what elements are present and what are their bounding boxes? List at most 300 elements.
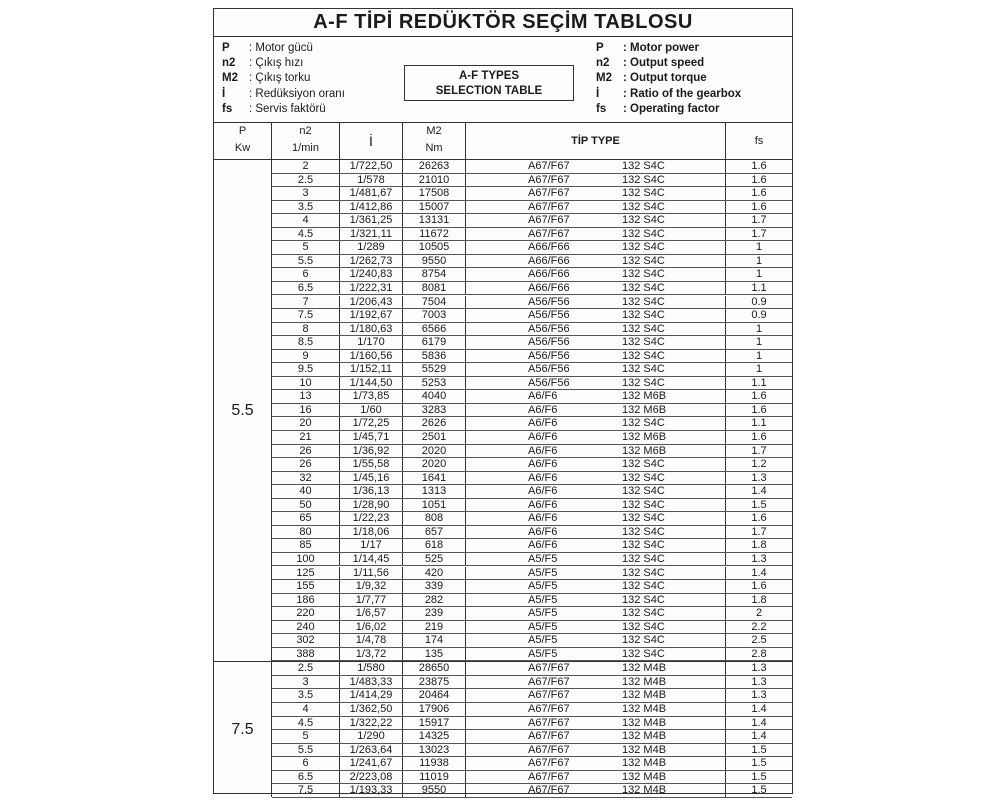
cell-m2: 20464 xyxy=(403,689,466,702)
cell-n2: 5.5 xyxy=(272,255,340,268)
cell-m2: 135 xyxy=(403,648,466,661)
table-row xyxy=(272,363,792,377)
cell-gearbox: A66/F66 xyxy=(528,268,570,281)
cell-gearbox: A67/F67 xyxy=(528,770,570,783)
cell-type xyxy=(466,174,726,187)
cell-motor: 132 S4C xyxy=(622,417,665,430)
cell-gearbox: A5/F5 xyxy=(528,634,558,647)
table-row xyxy=(272,458,792,472)
cell-n2: 100 xyxy=(272,553,340,566)
cell-fs: 1.6 xyxy=(751,512,767,525)
cell-motor: 132 S4C xyxy=(622,458,665,471)
cell-motor: 132 M4B xyxy=(622,757,667,770)
cell-m2: 657 xyxy=(403,526,466,539)
cell-n2: 50 xyxy=(272,499,340,512)
cell-ratio: 1/578 xyxy=(340,174,403,187)
cell-n2: 155 xyxy=(272,580,340,593)
power-cell: 5.5 xyxy=(214,160,272,661)
cell-motor: 132 S4C xyxy=(622,525,665,538)
cell-fs: 1.1 xyxy=(751,417,767,430)
cell-n2: 13 xyxy=(272,390,340,403)
cell-motor: 132 M4B xyxy=(622,743,667,756)
cell-ratio: 1/289 xyxy=(340,241,403,254)
cell-m2: 525 xyxy=(403,553,466,566)
table-body xyxy=(214,160,792,797)
cell-m2: 420 xyxy=(403,567,466,580)
cell-type xyxy=(466,512,726,525)
cell-motor: 132 S4C xyxy=(622,566,665,579)
cell-type xyxy=(466,567,726,580)
legend-symbol: İ xyxy=(596,87,600,100)
cell-motor: 132 S4C xyxy=(622,607,665,620)
cell-gearbox: A67/F67 xyxy=(528,675,570,688)
page-title: A-F TİPİ REDÜKTÖR SEÇİM TABLOSU xyxy=(214,9,792,37)
cell-n2: 85 xyxy=(272,539,340,552)
cell-n2: 4.5 xyxy=(272,717,340,730)
cell-m2: 8081 xyxy=(403,282,466,295)
cell-fs: 1.3 xyxy=(751,662,767,675)
cell-type xyxy=(466,350,726,363)
legend-symbol: P xyxy=(222,42,230,54)
cell-type xyxy=(466,187,726,200)
cell-motor: 132 S4C xyxy=(622,647,665,660)
cell-fs: 1.3 xyxy=(751,471,767,484)
header-p xyxy=(214,123,272,159)
legend-text: : Ratio of the gearbox xyxy=(623,87,742,100)
cell-n2: 388 xyxy=(272,648,340,661)
cell-m2: 15007 xyxy=(403,201,466,214)
cell-motor: 132 S4C xyxy=(622,214,665,227)
cell-m2: 2020 xyxy=(403,445,466,458)
types-box xyxy=(404,65,574,101)
cell-m2: 8754 xyxy=(403,268,466,281)
cell-m2: 5529 xyxy=(403,363,466,376)
table-row xyxy=(272,717,792,731)
cell-ratio: 1/72,25 xyxy=(340,417,403,430)
cell-fs: 2.5 xyxy=(751,634,767,647)
cell-gearbox: A5/F5 xyxy=(528,647,558,660)
cell-gearbox: A6/F6 xyxy=(528,431,558,443)
cell-m2: 9550 xyxy=(403,784,466,797)
table-row xyxy=(272,445,792,459)
table-row xyxy=(272,607,792,621)
legend-text: : Output speed xyxy=(623,57,705,70)
cell-motor: 132 S4C xyxy=(622,512,665,525)
cell-type xyxy=(466,268,726,281)
legend-symbol: M2 xyxy=(596,72,612,85)
legend-symbol: fs xyxy=(596,102,607,115)
table-row xyxy=(272,255,792,269)
legend-symbol: fs xyxy=(222,102,233,115)
cell-fs: 2.8 xyxy=(751,647,767,660)
table-row xyxy=(272,512,792,526)
table-row xyxy=(272,160,792,174)
table-row xyxy=(272,676,792,690)
table-row xyxy=(272,634,792,648)
cell-gearbox: A67/F67 xyxy=(528,173,570,186)
cell-fs: 1.4 xyxy=(751,485,767,498)
legend-row xyxy=(596,102,741,117)
cell-fs: 1.3 xyxy=(751,689,767,702)
types-box-line: A-F TYPES xyxy=(458,70,520,82)
cell-gearbox: A6/F6 xyxy=(528,403,558,416)
power-cell: 7.5 xyxy=(214,662,272,797)
cell-n2: 26 xyxy=(272,445,340,458)
cell-m2: 219 xyxy=(403,621,466,634)
legend-symbol: İ xyxy=(222,87,226,100)
cell-motor: 132 S4C xyxy=(622,485,665,498)
cell-gearbox: A67/F67 xyxy=(528,730,570,743)
cell-ratio: 1/222,31 xyxy=(340,282,403,295)
cell-gearbox: A67/F67 xyxy=(528,784,570,797)
cell-gearbox: A5/F5 xyxy=(528,593,558,606)
cell-ratio: 1/4,78 xyxy=(340,634,403,647)
legend-turkish xyxy=(222,41,345,117)
cell-gearbox: A67/F67 xyxy=(528,716,570,729)
table-row xyxy=(272,296,792,310)
cell-m2: 7504 xyxy=(403,296,466,309)
legend-symbol: M2 xyxy=(222,72,238,85)
cell-gearbox: A56/F56 xyxy=(528,363,570,376)
cell-fs: 1.4 xyxy=(751,566,767,579)
cell-ratio: 1/362,50 xyxy=(340,703,403,716)
cell-ratio: 1/192,67 xyxy=(340,309,403,322)
cell-type xyxy=(466,703,726,716)
table-row xyxy=(272,499,792,513)
cell-gearbox: A56/F56 xyxy=(528,309,570,322)
cell-type xyxy=(466,784,726,797)
table-row xyxy=(272,526,792,540)
cell-motor: 132 S4C xyxy=(622,200,665,213)
cell-fs: 1 xyxy=(755,336,763,349)
cell-ratio: 1/9,32 xyxy=(340,580,403,593)
cell-n2: 16 xyxy=(272,404,340,417)
cell-motor: 132 M6B xyxy=(622,390,667,403)
cell-m2: 808 xyxy=(403,512,466,525)
cell-type xyxy=(466,445,726,458)
header-n2 xyxy=(272,123,340,159)
cell-ratio: 1/36,92 xyxy=(340,445,403,458)
cell-motor: 132 S4C xyxy=(622,295,665,308)
cell-gearbox: A67/F67 xyxy=(528,187,570,200)
cell-gearbox: A6/F6 xyxy=(528,485,558,498)
cell-m2: 11672 xyxy=(403,228,466,241)
cell-ratio: 1/144,50 xyxy=(340,377,403,390)
cell-m2: 13131 xyxy=(403,214,466,227)
cell-m2: 21010 xyxy=(403,174,466,187)
cell-type xyxy=(466,689,726,702)
cell-type xyxy=(466,241,726,254)
table-row xyxy=(272,201,792,215)
cell-m2: 2020 xyxy=(403,458,466,471)
cell-n2: 3 xyxy=(272,676,340,689)
legend-text: : Motor gücü xyxy=(249,42,313,54)
cell-ratio: 1/722,50 xyxy=(340,160,403,173)
cell-m2: 6566 xyxy=(403,323,466,336)
table-row xyxy=(272,431,792,445)
cell-n2: 3.5 xyxy=(272,201,340,214)
cell-gearbox: A67/F67 xyxy=(528,743,570,756)
cell-n2: 32 xyxy=(272,472,340,485)
legend-english xyxy=(596,41,741,117)
cell-ratio: 1/241,67 xyxy=(340,757,403,770)
cell-m2: 4040 xyxy=(403,390,466,403)
cell-type xyxy=(466,336,726,349)
cell-fs: 1.5 xyxy=(751,757,767,770)
cell-type xyxy=(466,309,726,322)
legend-row xyxy=(222,56,345,71)
cell-motor: 132 S4C xyxy=(622,363,665,376)
table-row xyxy=(272,594,792,608)
cell-motor: 132 S4C xyxy=(622,281,665,294)
legend-symbol: n2 xyxy=(222,57,236,70)
cell-n2: 6.5 xyxy=(272,771,340,784)
legend-text: : Operating factor xyxy=(623,102,720,115)
cell-type xyxy=(466,621,726,634)
cell-fs: 1 xyxy=(755,268,763,281)
cell-type xyxy=(466,228,726,241)
table-row xyxy=(272,228,792,242)
legend-row xyxy=(222,71,345,86)
legend-row xyxy=(222,87,345,102)
cell-n2: 3.5 xyxy=(272,689,340,702)
header-type: TİP TYPE xyxy=(466,123,726,159)
legend-row xyxy=(222,41,345,56)
cell-type xyxy=(466,648,726,661)
cell-n2: 186 xyxy=(272,594,340,607)
cell-gearbox: A6/F6 xyxy=(528,498,558,511)
cell-type xyxy=(466,634,726,647)
cell-motor: 132 S4C xyxy=(622,620,665,633)
cell-motor: 132 S4C xyxy=(622,471,665,484)
table-row xyxy=(272,282,792,296)
cell-motor: 132 M4B xyxy=(622,716,667,729)
cell-type xyxy=(466,214,726,227)
cell-type xyxy=(466,323,726,336)
power-group xyxy=(214,160,792,661)
header-m2 xyxy=(403,123,466,159)
cell-motor: 132 M6B xyxy=(622,403,667,416)
cell-n2: 302 xyxy=(272,634,340,647)
cell-fs: 1 xyxy=(755,349,763,362)
cell-ratio: 1/3,72 xyxy=(340,648,403,661)
cell-ratio: 1/6,02 xyxy=(340,621,403,634)
cell-motor: 132 S4C xyxy=(622,309,665,322)
cell-n2: 7.5 xyxy=(272,784,340,797)
cell-ratio: 1/206,43 xyxy=(340,296,403,309)
table-row xyxy=(272,662,792,676)
cell-motor: 132 S4C xyxy=(622,322,665,335)
cell-fs: 1.2 xyxy=(751,458,767,471)
cell-type xyxy=(466,594,726,607)
cell-m2: 3283 xyxy=(403,404,466,417)
cell-fs: 1 xyxy=(755,363,763,376)
cell-fs: 1.3 xyxy=(751,552,767,565)
table-row xyxy=(272,485,792,499)
cell-type xyxy=(466,431,726,444)
cell-fs: 1.1 xyxy=(751,376,767,389)
cell-motor: 132 M4B xyxy=(622,702,667,715)
cell-gearbox: A5/F5 xyxy=(528,552,558,565)
cell-m2: 23875 xyxy=(403,676,466,689)
cell-ratio: 1/14,45 xyxy=(340,553,403,566)
cell-gearbox: A67/F67 xyxy=(528,200,570,213)
table-row xyxy=(272,268,792,282)
power-group xyxy=(214,661,792,797)
cell-gearbox: A6/F6 xyxy=(528,444,558,457)
cell-n2: 2 xyxy=(272,160,340,173)
legend-row xyxy=(596,87,741,102)
cell-type xyxy=(466,296,726,309)
cell-n2: 5.5 xyxy=(272,744,340,757)
cell-ratio: 1/262,73 xyxy=(340,255,403,268)
cell-ratio: 1/412,86 xyxy=(340,201,403,214)
cell-n2: 5 xyxy=(272,730,340,743)
cell-n2: 5 xyxy=(272,241,340,254)
cell-gearbox: A67/F67 xyxy=(528,160,570,172)
cell-ratio: 1/580 xyxy=(340,662,403,675)
cell-n2: 8.5 xyxy=(272,336,340,349)
cell-motor: 132 M4B xyxy=(622,784,667,797)
header-p-unit: Kw xyxy=(234,142,251,154)
cell-gearbox: A56/F56 xyxy=(528,322,570,335)
cell-gearbox: A66/F66 xyxy=(528,241,570,254)
table-row xyxy=(272,323,792,337)
table-row xyxy=(272,744,792,758)
cell-type xyxy=(466,744,726,757)
table-row xyxy=(272,241,792,255)
cell-gearbox: A56/F56 xyxy=(528,349,570,362)
cell-gearbox: A67/F67 xyxy=(528,227,570,240)
cell-gearbox: A67/F67 xyxy=(528,689,570,702)
cell-motor: 132 S4C xyxy=(622,580,665,593)
table-row xyxy=(272,472,792,486)
legend-row xyxy=(596,71,741,86)
cell-n2: 2.5 xyxy=(272,174,340,187)
legend xyxy=(214,37,792,121)
legend-row xyxy=(596,56,741,71)
cell-n2: 6 xyxy=(272,757,340,770)
cell-n2: 9 xyxy=(272,350,340,363)
cell-type xyxy=(466,771,726,784)
table-row xyxy=(272,757,792,771)
header-fs: fs xyxy=(754,135,764,147)
header-i: İ xyxy=(340,123,403,159)
cell-type xyxy=(466,160,726,173)
cell-ratio: 1/321,11 xyxy=(340,228,403,241)
cell-type xyxy=(466,472,726,485)
cell-m2: 11938 xyxy=(403,757,466,770)
cell-motor: 132 S4C xyxy=(622,187,665,200)
cell-motor: 132 S4C xyxy=(622,634,665,647)
table-row xyxy=(272,174,792,188)
cell-gearbox: A66/F66 xyxy=(528,254,570,267)
cell-n2: 10 xyxy=(272,377,340,390)
cell-gearbox: A67/F67 xyxy=(528,662,570,675)
cell-gearbox: A6/F6 xyxy=(528,525,558,538)
cell-m2: 174 xyxy=(403,634,466,647)
cell-m2: 1051 xyxy=(403,499,466,512)
cell-fs: 1.6 xyxy=(751,580,767,593)
cell-fs: 1.5 xyxy=(751,770,767,783)
legend-row xyxy=(222,102,345,117)
cell-motor: 132 S4C xyxy=(622,498,665,511)
cell-m2: 17906 xyxy=(403,703,466,716)
cell-ratio: 1/414,29 xyxy=(340,689,403,702)
table-row xyxy=(272,377,792,391)
cell-fs: 1.6 xyxy=(751,200,767,213)
cell-ratio: 1/193,33 xyxy=(340,784,403,797)
cell-m2: 2501 xyxy=(403,431,466,444)
cell-ratio: 1/483,33 xyxy=(340,676,403,689)
cell-fs: 2.2 xyxy=(751,620,767,633)
cell-fs: 1.4 xyxy=(751,716,767,729)
cell-gearbox: A56/F56 xyxy=(528,376,570,389)
header-p-symbol: P xyxy=(238,125,247,137)
table-row xyxy=(272,580,792,594)
cell-motor: 132 S4C xyxy=(622,593,665,606)
cell-fs: 1 xyxy=(755,241,763,254)
cell-motor: 132 S4C xyxy=(622,227,665,240)
cell-ratio: 1/11,56 xyxy=(340,567,403,580)
table-row xyxy=(272,553,792,567)
cell-motor: 132 M4B xyxy=(622,675,667,688)
cell-type xyxy=(466,662,726,675)
cell-gearbox: A67/F67 xyxy=(528,757,570,770)
cell-gearbox: A56/F56 xyxy=(528,295,570,308)
cell-type xyxy=(466,201,726,214)
cell-m2: 1313 xyxy=(403,485,466,498)
cell-ratio: 1/45,16 xyxy=(340,472,403,485)
cell-m2: 339 xyxy=(403,580,466,593)
cell-gearbox: A67/F67 xyxy=(528,214,570,227)
cell-ratio: 1/28,90 xyxy=(340,499,403,512)
cell-type xyxy=(466,676,726,689)
table-row xyxy=(272,689,792,703)
cell-ratio: 1/361,25 xyxy=(340,214,403,227)
cell-motor: 132 M4B xyxy=(622,662,667,675)
legend-text: : Output torque xyxy=(623,72,707,85)
cell-ratio: 1/36,13 xyxy=(340,485,403,498)
cell-type xyxy=(466,539,726,552)
types-box-line: SELECTION TABLE xyxy=(435,85,543,97)
cell-type xyxy=(466,458,726,471)
cell-gearbox: A6/F6 xyxy=(528,417,558,430)
cell-ratio: 1/290 xyxy=(340,730,403,743)
cell-ratio: 1/22,23 xyxy=(340,512,403,525)
cell-n2: 80 xyxy=(272,526,340,539)
cell-type xyxy=(466,499,726,512)
cell-motor: 132 S4C xyxy=(622,336,665,349)
cell-m2: 17508 xyxy=(403,187,466,200)
cell-motor: 132 S4C xyxy=(622,173,665,186)
cell-motor: 132 S4C xyxy=(622,160,665,172)
cell-ratio: 1/45,71 xyxy=(340,431,403,444)
cell-motor: 132 S4C xyxy=(622,376,665,389)
cell-type xyxy=(466,255,726,268)
cell-n2: 65 xyxy=(272,512,340,525)
cell-type xyxy=(466,526,726,539)
selection-table-sheet xyxy=(213,8,793,797)
cell-fs: 1.6 xyxy=(751,431,767,443)
cell-m2: 1641 xyxy=(403,472,466,485)
cell-fs: 1.4 xyxy=(751,702,767,715)
cell-n2: 125 xyxy=(272,567,340,580)
legend-text: : Çıkış hızı xyxy=(249,57,304,70)
cell-motor: 132 M6B xyxy=(622,431,667,443)
cell-gearbox: A6/F6 xyxy=(528,539,558,552)
cell-type xyxy=(466,417,726,430)
